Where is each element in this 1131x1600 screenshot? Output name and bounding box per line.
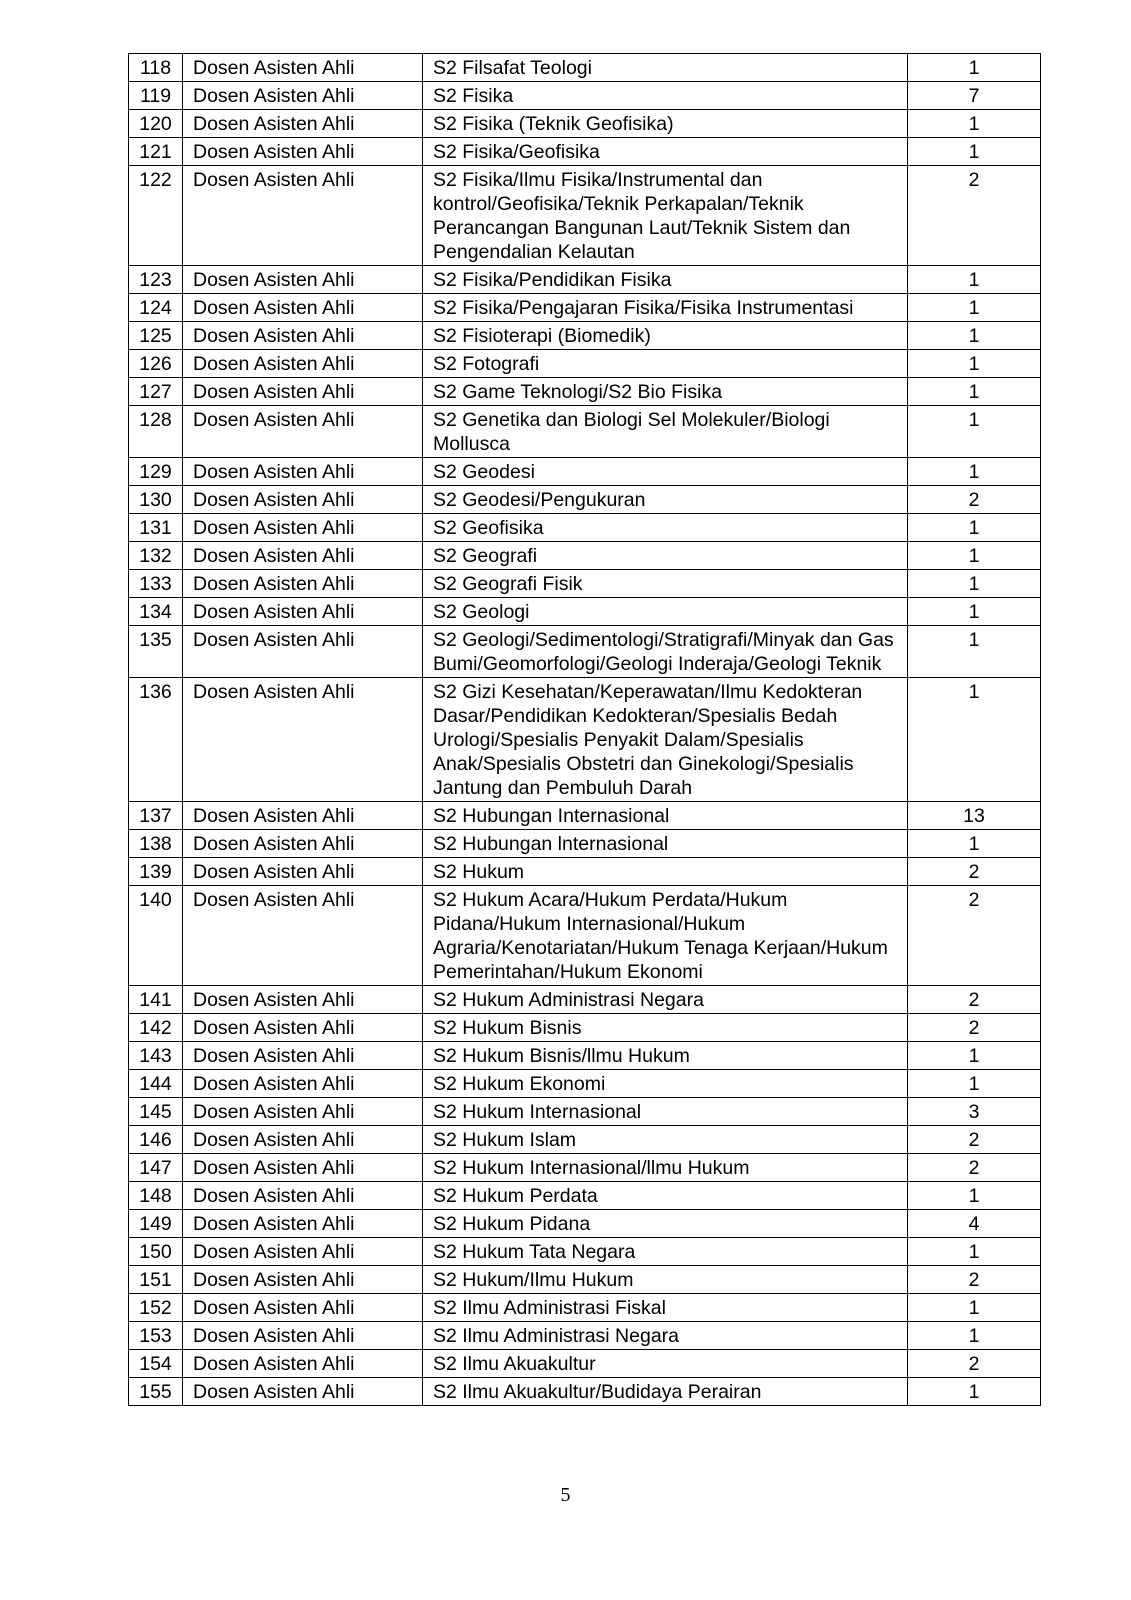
cell-position: Dosen Asisten Ahli: [183, 986, 423, 1014]
cell-qualification: S2 Hukum Bisnis/llmu Hukum: [423, 1042, 908, 1070]
cell-count: 1: [908, 514, 1041, 542]
cell-qualification: S2 Hubungan Internasional: [423, 802, 908, 830]
cell-qualification: S2 Hukum Ekonomi: [423, 1070, 908, 1098]
cell-position: Dosen Asisten Ahli: [183, 378, 423, 406]
cell-number: 132: [129, 542, 183, 570]
cell-position: Dosen Asisten Ahli: [183, 858, 423, 886]
cell-count: 7: [908, 82, 1041, 110]
cell-number: 147: [129, 1154, 183, 1182]
table-row: [129, 830, 1041, 858]
table-row: [129, 1070, 1041, 1098]
cell-number: 143: [129, 1042, 183, 1070]
cell-number: 134: [129, 598, 183, 626]
cell-qualification: S2 Geodesi: [423, 458, 908, 486]
cell-count: 1: [908, 1238, 1041, 1266]
table-row: [129, 1126, 1041, 1154]
cell-position: Dosen Asisten Ahli: [183, 570, 423, 598]
table-row: [129, 486, 1041, 514]
cell-count: 4: [908, 1210, 1041, 1238]
table-row: [129, 1182, 1041, 1210]
cell-number: 125: [129, 322, 183, 350]
cell-number: 155: [129, 1378, 183, 1406]
page-number: 5: [560, 1484, 571, 1506]
cell-position: Dosen Asisten Ahli: [183, 1378, 423, 1406]
cell-number: 146: [129, 1126, 183, 1154]
table-row: [129, 1378, 1041, 1406]
cell-qualification: S2 Hukum Administrasi Negara: [423, 986, 908, 1014]
table-row: [129, 138, 1041, 166]
cell-number: 131: [129, 514, 183, 542]
cell-number: 139: [129, 858, 183, 886]
cell-qualification: S2 Fisioterapi (Biomedik): [423, 322, 908, 350]
table-row: [129, 1014, 1041, 1042]
table-row: [129, 678, 1041, 802]
cell-count: 1: [908, 1042, 1041, 1070]
cell-number: 133: [129, 570, 183, 598]
cell-qualification: S2 Ilmu Administrasi Negara: [423, 1322, 908, 1350]
cell-number: 124: [129, 294, 183, 322]
cell-qualification: S2 Geologi: [423, 598, 908, 626]
cell-qualification: S2 Geodesi/Pengukuran: [423, 486, 908, 514]
cell-qualification: S2 Ilmu Akuakultur: [423, 1350, 908, 1378]
cell-number: 142: [129, 1014, 183, 1042]
cell-number: 120: [129, 110, 183, 138]
cell-position: Dosen Asisten Ahli: [183, 266, 423, 294]
cell-position: Dosen Asisten Ahli: [183, 678, 423, 802]
cell-number: 118: [129, 54, 183, 82]
cell-position: Dosen Asisten Ahli: [183, 1238, 423, 1266]
cell-position: Dosen Asisten Ahli: [183, 1350, 423, 1378]
table-row: [129, 1350, 1041, 1378]
cell-number: 123: [129, 266, 183, 294]
cell-qualification: S2 Ilmu Akuakultur/Budidaya Perairan: [423, 1378, 908, 1406]
cell-count: 1: [908, 570, 1041, 598]
cell-qualification: S2 Fisika/Pendidikan Fisika: [423, 266, 908, 294]
table-row: [129, 1098, 1041, 1126]
cell-number: 138: [129, 830, 183, 858]
table-row: [129, 886, 1041, 986]
table-row: [129, 322, 1041, 350]
cell-qualification: S2 Fisika/Pengajaran Fisika/Fisika Instrumentasi: [423, 294, 908, 322]
table-row: [129, 626, 1041, 678]
cell-count: 1: [908, 830, 1041, 858]
cell-count: 2: [908, 886, 1041, 986]
cell-number: 145: [129, 1098, 183, 1126]
cell-qualification: S2 Hukum Perdata: [423, 1182, 908, 1210]
cell-count: 1: [908, 1070, 1041, 1098]
table-row: [129, 266, 1041, 294]
cell-number: 148: [129, 1182, 183, 1210]
cell-count: 1: [908, 406, 1041, 458]
table-row: [129, 406, 1041, 458]
cell-number: 119: [129, 82, 183, 110]
table-body: [129, 54, 1041, 1406]
cell-position: Dosen Asisten Ahli: [183, 1098, 423, 1126]
cell-position: Dosen Asisten Ahli: [183, 830, 423, 858]
cell-number: 127: [129, 378, 183, 406]
table-row: [129, 542, 1041, 570]
cell-qualification: S2 Hukum: [423, 858, 908, 886]
cell-count: 1: [908, 542, 1041, 570]
table-row: [129, 378, 1041, 406]
cell-number: 151: [129, 1266, 183, 1294]
cell-position: Dosen Asisten Ahli: [183, 1182, 423, 1210]
table-row: [129, 1294, 1041, 1322]
cell-number: 152: [129, 1294, 183, 1322]
cell-count: 1: [908, 378, 1041, 406]
cell-position: Dosen Asisten Ahli: [183, 458, 423, 486]
cell-position: Dosen Asisten Ahli: [183, 514, 423, 542]
cell-count: 1: [908, 678, 1041, 802]
cell-count: 1: [908, 626, 1041, 678]
cell-position: Dosen Asisten Ahli: [183, 406, 423, 458]
cell-position: Dosen Asisten Ahli: [183, 1210, 423, 1238]
cell-number: 130: [129, 486, 183, 514]
cell-number: 144: [129, 1070, 183, 1098]
cell-number: 154: [129, 1350, 183, 1378]
cell-qualification: S2 Hukum Pidana: [423, 1210, 908, 1238]
cell-number: 141: [129, 986, 183, 1014]
cell-position: Dosen Asisten Ahli: [183, 542, 423, 570]
cell-number: 140: [129, 886, 183, 986]
table-row: [129, 598, 1041, 626]
table-row: [129, 1042, 1041, 1070]
cell-count: 2: [908, 1154, 1041, 1182]
cell-count: 2: [908, 1126, 1041, 1154]
table-row: [129, 570, 1041, 598]
cell-position: Dosen Asisten Ahli: [183, 294, 423, 322]
cell-count: 1: [908, 598, 1041, 626]
table-row: [129, 1238, 1041, 1266]
vacancy-table: [128, 53, 1041, 1406]
cell-qualification: S2 Geofisika: [423, 514, 908, 542]
cell-number: 126: [129, 350, 183, 378]
cell-count: 2: [908, 1266, 1041, 1294]
cell-count: 1: [908, 1322, 1041, 1350]
cell-count: 2: [908, 1350, 1041, 1378]
cell-count: 3: [908, 1098, 1041, 1126]
cell-count: 1: [908, 54, 1041, 82]
cell-position: Dosen Asisten Ahli: [183, 1266, 423, 1294]
cell-position: Dosen Asisten Ahli: [183, 1070, 423, 1098]
cell-position: Dosen Asisten Ahli: [183, 598, 423, 626]
cell-number: 136: [129, 678, 183, 802]
cell-qualification: S2 Hukum Tata Negara: [423, 1238, 908, 1266]
cell-qualification: S2 Hukum Bisnis: [423, 1014, 908, 1042]
table-row: [129, 110, 1041, 138]
cell-position: Dosen Asisten Ahli: [183, 82, 423, 110]
cell-position: Dosen Asisten Ahli: [183, 54, 423, 82]
table-row: [129, 858, 1041, 886]
table-row: [129, 350, 1041, 378]
cell-position: Dosen Asisten Ahli: [183, 166, 423, 266]
cell-qualification: S2 Fisika: [423, 82, 908, 110]
cell-qualification: S2 Hukum/Ilmu Hukum: [423, 1266, 908, 1294]
cell-position: Dosen Asisten Ahli: [183, 350, 423, 378]
cell-position: Dosen Asisten Ahli: [183, 110, 423, 138]
table-row: [129, 82, 1041, 110]
cell-qualification: S2 Geologi/Sedimentologi/Stratigrafi/Minyak dan Gas Bumi/Geomorfologi/Geologi Inderaja/Geologi Teknik: [423, 626, 908, 678]
cell-count: 1: [908, 266, 1041, 294]
cell-qualification: S2 Hukum Internasional/llmu Hukum: [423, 1154, 908, 1182]
cell-position: Dosen Asisten Ahli: [183, 626, 423, 678]
cell-qualification: S2 Fisika/Geofisika: [423, 138, 908, 166]
cell-qualification: S2 Hukum Acara/Hukum Perdata/Hukum Pidana/Hukum Internasional/Hukum Agraria/Kenotariatan/Hukum Tenaga Kerjaan/Hukum Pemerintahan/Hukum Ekonomi: [423, 886, 908, 986]
cell-number: 121: [129, 138, 183, 166]
cell-qualification: S2 Hukum Islam: [423, 1126, 908, 1154]
table-row: [129, 986, 1041, 1014]
cell-position: Dosen Asisten Ahli: [183, 1294, 423, 1322]
cell-count: 1: [908, 1182, 1041, 1210]
cell-count: 2: [908, 166, 1041, 266]
table-row: [129, 1322, 1041, 1350]
cell-qualification: S2 Ilmu Administrasi Fiskal: [423, 1294, 908, 1322]
cell-position: Dosen Asisten Ahli: [183, 886, 423, 986]
cell-qualification: S2 Genetika dan Biologi Sel Molekuler/Biologi Mollusca: [423, 406, 908, 458]
cell-count: 2: [908, 486, 1041, 514]
cell-qualification: S2 Hubungan lnternasional: [423, 830, 908, 858]
cell-count: 1: [908, 350, 1041, 378]
cell-count: 1: [908, 1294, 1041, 1322]
cell-number: 129: [129, 458, 183, 486]
cell-number: 153: [129, 1322, 183, 1350]
cell-qualification: S2 Fisika/Ilmu Fisika/Instrumental dan kontrol/Geofisika/Teknik Perkapalan/Teknik Perancangan Bangunan Laut/Teknik Sistem dan Pengendalian Kelautan: [423, 166, 908, 266]
cell-qualification: S2 Gizi Kesehatan/Keperawatan/Ilmu Kedokteran Dasar/Pendidikan Kedokteran/Spesialis Bedah Urologi/Spesialis Penyakit Dalam/Spesialis Anak/Spesialis Obstetri dan Ginekologi/Spesialis Jantung dan Pembuluh Darah: [423, 678, 908, 802]
cell-count: 1: [908, 1378, 1041, 1406]
cell-count: 1: [908, 458, 1041, 486]
cell-number: 122: [129, 166, 183, 266]
table-row: [129, 1266, 1041, 1294]
cell-position: Dosen Asisten Ahli: [183, 1042, 423, 1070]
cell-number: 128: [129, 406, 183, 458]
table-row: [129, 458, 1041, 486]
cell-position: Dosen Asisten Ahli: [183, 1126, 423, 1154]
table-row: [129, 514, 1041, 542]
table-row: [129, 166, 1041, 266]
cell-qualification: S2 Game Teknologi/S2 Bio Fisika: [423, 378, 908, 406]
cell-count: 1: [908, 138, 1041, 166]
cell-qualification: S2 Fisika (Teknik Geofisika): [423, 110, 908, 138]
cell-qualification: S2 Geografi Fisik: [423, 570, 908, 598]
cell-count: 1: [908, 110, 1041, 138]
cell-position: Dosen Asisten Ahli: [183, 1014, 423, 1042]
cell-position: Dosen Asisten Ahli: [183, 1322, 423, 1350]
cell-number: 150: [129, 1238, 183, 1266]
table-row: [129, 54, 1041, 82]
cell-number: 149: [129, 1210, 183, 1238]
cell-position: Dosen Asisten Ahli: [183, 486, 423, 514]
cell-position: Dosen Asisten Ahli: [183, 1154, 423, 1182]
cell-position: Dosen Asisten Ahli: [183, 322, 423, 350]
cell-count: 1: [908, 322, 1041, 350]
table-row: [129, 1210, 1041, 1238]
cell-count: 2: [908, 858, 1041, 886]
cell-count: 2: [908, 986, 1041, 1014]
table-row: [129, 802, 1041, 830]
cell-qualification: S2 Filsafat Teologi: [423, 54, 908, 82]
cell-count: 13: [908, 802, 1041, 830]
cell-number: 137: [129, 802, 183, 830]
cell-count: 1: [908, 294, 1041, 322]
cell-qualification: S2 Geografi: [423, 542, 908, 570]
table-row: [129, 1154, 1041, 1182]
cell-number: 135: [129, 626, 183, 678]
cell-qualification: S2 Hukum Internasional: [423, 1098, 908, 1126]
table-row: [129, 294, 1041, 322]
cell-position: Dosen Asisten Ahli: [183, 802, 423, 830]
cell-qualification: S2 Fotografi: [423, 350, 908, 378]
cell-position: Dosen Asisten Ahli: [183, 138, 423, 166]
cell-count: 2: [908, 1014, 1041, 1042]
